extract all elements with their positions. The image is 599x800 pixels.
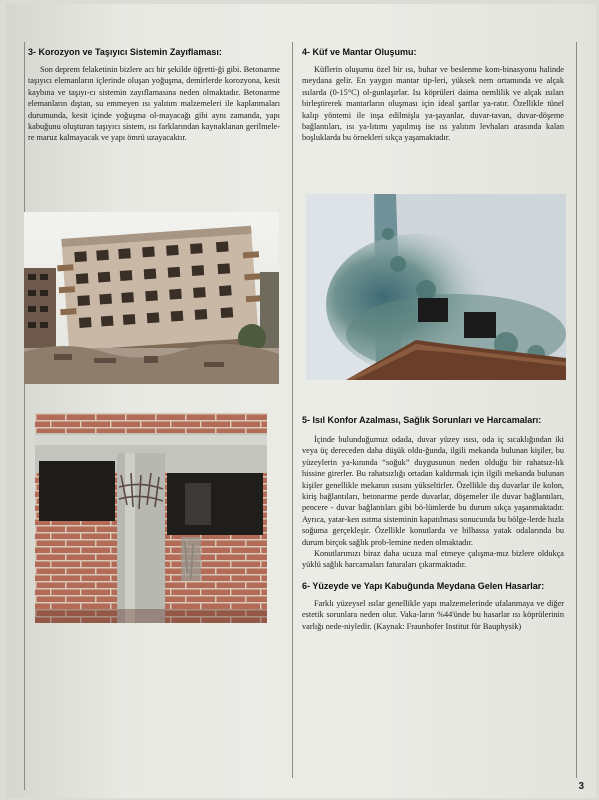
section-4-body: Küflerin oluşumu özel bir ısı, buhar ve beslenme kom-binasyonu halinde meydana gelir. En yaygın mantar tip-leri, yüksek nem ortamında ve alçak ısılarda (0-15°C) ol-gunlaşırlar. Isı köprüleri daima nemlilik ve alçak ısıları birleştirerek mantarların oluşması için ideal şartlar ya-ratır. Özellikle tünel kalıp yöntemi ile inşa edilmişla ya-şayanlar, duvar-tavan, duvar-döşeme bağlantıları, ısı ya-lıtımı yapılmış ise ısı yalıtım levhaları arasında kalan boşluklarda bu örnekleri sıkça yaşamaktadır. (302, 65, 564, 143)
section-6-title: 6- Yüzeyde ve Yapı Kabuğunda Meydana Gelen Hasarlar: (302, 580, 545, 591)
corroded-column-photo (35, 413, 267, 623)
section-6-body: Farklı yüzeysel ısılar genellikle yapı malzemelerinde ufalanmaya ve diğer estetik sorunlara neden olur. Vaka-ların %44'ünde bu hasarlar ısı köprülerinin varlığı nede-niyledir. (Kaynak: Fraunhofer Institut für Bauphysik) (302, 598, 564, 631)
collapsed-building-photo (24, 212, 279, 384)
section-3-body: Son deprem felaketinin bizlere acı bir şekilde öğretti-ği gibi. Betonarme taşıyıcı elemanların içlerinde oluşan yoğuşma, demirlerde korozyona, kesit kaybına ve taşıyı-cı sistemin zayıflamasına neden olmaktadır. Betonarme elemanların dıştan, su emmeyen ısı yalıtım malzemeleri ile kaplanmaları durumunda, kesit içinde yoğuşma ol-mayacağı gibi aynı zamanda, yapı kabuğunu oluşturan taşıyıcı sistem, ısı farklarından kaynaklanan gerilmele-re maruz kalmayacak ve yapı ömrü uzayacaktır. (28, 65, 280, 143)
left-margin-rule (24, 42, 25, 790)
section-4-title: 4- Küf ve Mantar Oluşumu: (302, 47, 417, 57)
section-5-body-2: Konutlarımızı biraz daha ucuza mal etmeye çalışma-mız bizlere oldukça yüklü sağlık harcamaları faturaları çıkarmaktadır. (302, 549, 564, 570)
section-5-title: 5- Isıl Konfor Azalması, Sağlık Sorunları ve Harcamaları: (302, 415, 542, 425)
right-margin-rule (576, 42, 577, 778)
mold-on-wall-photo (306, 194, 566, 380)
right-column-bottom (302, 414, 564, 632)
page (6, 4, 596, 798)
section-3-title: 3- Korozyon ve Taşıyıcı Sistemin Zayıflaması: (28, 47, 222, 57)
right-column-top (302, 46, 564, 144)
section-5-body-1: İçinde bulunduğumuz odada, duvar yüzey ısısı, oda iç sıcaklığından iki veya üç dereceden daha düşük oldu-ğunda, ilgili mekanda bulunan kişiler, bu yüzeylerin ya-kınında “soğuk” duygusunun neden olduğu bir rahatsız-lık hissine girerler. Bu rahatsızlığı ortadan kaldırmak için ilgili mekanda bulunan kişiler genellikle mekanın ısısını yükseltirler. Özellikle dış duvarlar ile kolon, kiriş bağlantıları, betonarme perde duvarlar, döşemeler ile duvar bağlantıları, pencere - duvar bağlantıları gibi bö-lümlerde bu durum sıkça yaşanmaktadır. Ayrıca, yatar-ken ısıtma sisteminin kapatılması sonucunda bu bölge-lerde hızla soğuma gerçekleşir. Özellikle konutlarda ve bilhassa yatak odalarında bu durum birçok sağlık prob-lemine neden olmaktadır. (302, 435, 564, 547)
page-number: 3 (578, 781, 584, 792)
column-divider (292, 42, 293, 778)
left-column (28, 46, 280, 144)
